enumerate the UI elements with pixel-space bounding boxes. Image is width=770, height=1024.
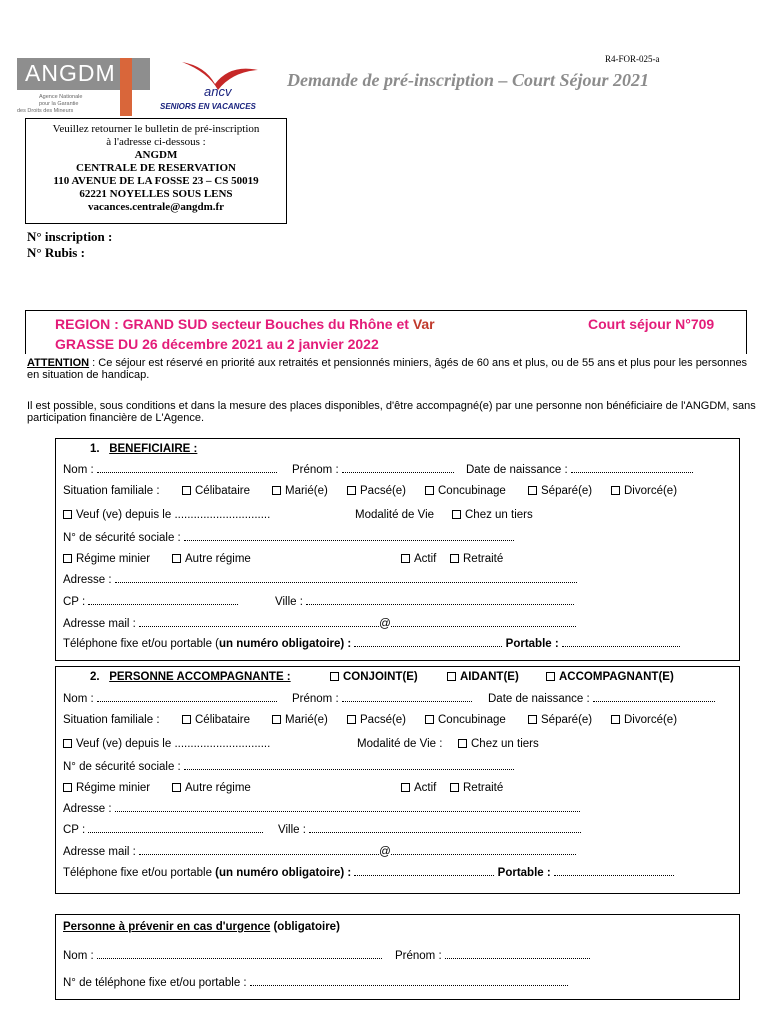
urgence-title: Personne à prévenir en cas d'urgence (obligatoire) bbox=[63, 921, 340, 933]
acc-chez-tiers-checkbox[interactable]: Chez un tiers bbox=[458, 738, 539, 750]
benef-nom-field[interactable]: Nom : bbox=[63, 464, 277, 476]
attention-paragraph: ATTENTION : Ce séjour est réservé en priorité aux retraités et pensionnés miniers, âgés de 60 ans et plus, ou de 55 ans et plus pour les personnes en situation de handicap. bbox=[27, 357, 748, 381]
acc-ville-field[interactable]: Ville : bbox=[278, 824, 581, 836]
acc-conjoint-checkbox[interactable]: CONJOINT(E) bbox=[330, 671, 418, 683]
acc-veuf-checkbox[interactable]: Veuf (ve) depuis le .............................. bbox=[63, 738, 270, 750]
benef-mail-field[interactable]: Adresse mail : @ bbox=[63, 618, 576, 630]
sejour-number: Court séjour N°709 bbox=[588, 316, 715, 332]
urgence-prenom-field[interactable]: Prénom : bbox=[395, 950, 590, 962]
acc-retraite-checkbox[interactable]: Retraité bbox=[450, 782, 503, 794]
acc-situation-label: Situation familiale : bbox=[63, 714, 160, 726]
acc-autre-regime-checkbox[interactable]: Autre régime bbox=[172, 782, 251, 794]
benef-cp-field[interactable]: CP : bbox=[63, 596, 238, 608]
acc-prenom-field[interactable]: Prénom : bbox=[292, 693, 472, 705]
acc-nom-field[interactable]: Nom : bbox=[63, 693, 277, 705]
benef-adresse-field[interactable]: Adresse : bbox=[63, 574, 577, 586]
angdm-logo: ANGDM Agence Nationale pour la Garantie des Droits des Mineurs bbox=[17, 58, 150, 116]
form-title: Demande de pré-inscription – Court Séjour 2021 bbox=[287, 70, 650, 90]
benef-divorce-checkbox[interactable]: Divorcé(e) bbox=[611, 485, 677, 497]
acc-mail-field[interactable]: Adresse mail : @ bbox=[63, 846, 576, 858]
acc-concubinage-checkbox[interactable]: Concubinage bbox=[425, 714, 506, 726]
benef-retraite-checkbox[interactable]: Retraité bbox=[450, 553, 503, 565]
acc-adresse-field[interactable]: Adresse : bbox=[63, 803, 580, 815]
benef-ville-field[interactable]: Ville : bbox=[275, 596, 574, 608]
document-reference: R4-FOR-025-a bbox=[605, 54, 660, 64]
urgence-telephone-field[interactable]: N° de téléphone fixe et/ou portable : bbox=[63, 977, 568, 989]
benef-modalite-label: Modalité de Vie bbox=[355, 509, 435, 521]
benef-naissance-field[interactable]: Date de naissance : bbox=[466, 464, 693, 476]
benef-situation-label: Situation familiale : bbox=[63, 485, 160, 497]
acc-telephone-field[interactable]: Téléphone fixe et/ou portable (un numéro obligatoire) : Portable : bbox=[63, 867, 674, 879]
acc-naissance-field[interactable]: Date de naissance : bbox=[488, 693, 715, 705]
region-line: REGION : GRAND SUD secteur Bouches du Rhône et Var bbox=[55, 316, 435, 332]
acc-modalite-label: Modalité de Vie : bbox=[357, 738, 443, 750]
benef-autre-regime-checkbox[interactable]: Autre régime bbox=[172, 553, 251, 565]
benef-secu-field[interactable]: N° de sécurité sociale : bbox=[63, 532, 514, 544]
acc-aidant-checkbox[interactable]: AIDANT(E) bbox=[447, 671, 519, 683]
benef-chez-tiers-checkbox[interactable]: Chez un tiers bbox=[452, 509, 533, 521]
acc-separe-checkbox[interactable]: Séparé(e) bbox=[528, 714, 592, 726]
benef-marie-checkbox[interactable]: Marié(e) bbox=[272, 485, 328, 497]
rubis-number-label: N° Rubis : bbox=[27, 245, 85, 260]
benef-regime-minier-checkbox[interactable]: Régime minier bbox=[63, 553, 150, 565]
benef-concubinage-checkbox[interactable]: Concubinage bbox=[425, 485, 506, 497]
benef-actif-checkbox[interactable]: Actif bbox=[401, 553, 436, 565]
inscription-number-label: N° inscription : bbox=[27, 229, 113, 244]
acc-pacse-checkbox[interactable]: Pacsé(e) bbox=[347, 714, 406, 726]
benef-separe-checkbox[interactable]: Séparé(e) bbox=[528, 485, 592, 497]
urgence-nom-field[interactable]: Nom : bbox=[63, 950, 382, 962]
benef-telephone-field[interactable]: Téléphone fixe et/ou portable (un numéro obligatoire) : Portable : bbox=[63, 638, 680, 650]
benef-veuf-checkbox[interactable]: Veuf (ve) depuis le .............................. bbox=[63, 509, 270, 521]
acc-divorce-checkbox[interactable]: Divorcé(e) bbox=[611, 714, 677, 726]
acc-cp-field[interactable]: CP : bbox=[63, 824, 263, 836]
acc-actif-checkbox[interactable]: Actif bbox=[401, 782, 436, 794]
ancv-logo: ancv SENIORS EN VACANCES bbox=[160, 60, 265, 116]
beneficiaire-title: 1. BENEFICIAIRE : bbox=[90, 443, 198, 455]
acc-secu-field[interactable]: N° de sécurité sociale : bbox=[63, 761, 514, 773]
region-dates: GRASSE DU 26 décembre 2021 au 2 janvier 2022 bbox=[55, 336, 379, 352]
acc-accompagnant-checkbox[interactable]: ACCOMPAGNANT(E) bbox=[546, 671, 674, 683]
accompaniment-paragraph: Il est possible, sous conditions et dans la mesure des places disponibles, d'être accompagné(e) par une personne non bénéficiaire de l'ANGDM, sans participation financière de L'Agence. bbox=[27, 400, 756, 424]
return-address-box: Veuillez retourner le bulletin de pré-inscription à l'adresse ci-dessous : ANGDM CENTRALE DE RESERVATION 110 AVENUE DE LA FOSSE 23 – CS 50019 62221 NOYELLES SOUS LENS vacances.centrale@angdm.fr bbox=[25, 118, 287, 224]
acc-marie-checkbox[interactable]: Marié(e) bbox=[272, 714, 328, 726]
benef-pacse-checkbox[interactable]: Pacsé(e) bbox=[347, 485, 406, 497]
accompagnant-title: 2. PERSONNE ACCOMPAGNANTE : bbox=[90, 671, 291, 683]
benef-celibataire-checkbox[interactable]: Célibataire bbox=[182, 485, 250, 497]
acc-celibataire-checkbox[interactable]: Célibataire bbox=[182, 714, 250, 726]
acc-regime-minier-checkbox[interactable]: Régime minier bbox=[63, 782, 150, 794]
benef-prenom-field[interactable]: Prénom : bbox=[292, 464, 454, 476]
